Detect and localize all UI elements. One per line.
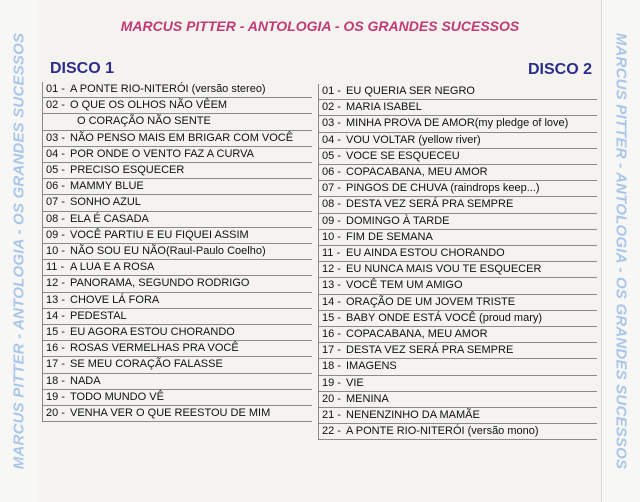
track-number: 08 -	[46, 212, 65, 225]
track-title: VOCÊ TEM UM AMIGO	[346, 279, 463, 292]
track-title: PEDESTAL	[70, 309, 127, 322]
track-row	[42, 276, 312, 292]
track-row	[318, 214, 597, 230]
track-title: DESTA VEZ SERÁ PRA SEMPRE	[346, 198, 514, 211]
track-number: 03 -	[322, 117, 341, 130]
track-row	[318, 278, 597, 294]
track-row	[318, 133, 597, 149]
track-number: 02 -	[46, 99, 65, 112]
track-number: 20 -	[46, 407, 65, 420]
track-number: 09 -	[46, 228, 65, 241]
track-row	[42, 114, 312, 130]
track-title: POR ONDE O VENTO FAZ A CURVA	[70, 147, 254, 160]
track-title: VOCE SE ESQUECEU	[346, 149, 460, 162]
track-number: 14 -	[322, 295, 341, 308]
track-number: 07 -	[46, 196, 65, 209]
track-title: A PONTE RIO-NITERÓI (versão mono)	[346, 425, 539, 438]
track-number: 09 -	[322, 214, 341, 227]
track-row	[42, 82, 312, 98]
track-title: SONHO AZUL	[70, 196, 141, 209]
track-row	[42, 147, 312, 163]
track-title: NÃO SOU EU NÃO(Raul-Paulo Coelho)	[70, 245, 266, 258]
track-row	[42, 293, 312, 309]
track-number: 04 -	[46, 147, 65, 160]
track-title: CHOVE LÁ FORA	[70, 293, 160, 306]
track-title: EU AINDA ESTOU CHORANDO	[346, 247, 505, 260]
track-number: 17 -	[46, 358, 65, 371]
track-number: 20 -	[322, 392, 341, 405]
track-title: O CORAÇÃO NÃO SENTE	[77, 115, 211, 128]
track-row	[318, 343, 597, 359]
left-spine-text: MARCUS PITTER - ANTOLOGIA - OS GRANDES SUCESSOS	[10, 32, 28, 470]
track-title: ROSAS VERMELHAS PRA VOCÊ	[70, 342, 239, 355]
track-title: SE MEU CORAÇÃO FALASSE	[70, 358, 223, 371]
album-title: MARCUS PITTER - ANTOLOGIA - OS GRANDES SUCESSOS	[120, 18, 520, 34]
track-title: IMAGENS	[346, 360, 397, 373]
track-row	[318, 230, 597, 246]
track-row	[318, 311, 597, 327]
track-row	[318, 262, 597, 278]
track-number: 12 -	[322, 263, 341, 276]
track-title: PINGOS DE CHUVA (raindrops keep...)	[346, 182, 540, 195]
track-title: PANORAMA, SEGUNDO RODRIGO	[70, 277, 250, 290]
track-row	[318, 100, 597, 116]
track-number: 22 -	[322, 425, 341, 438]
right-spine-text: MARCUS PITTER - ANTOLOGIA - OS GRANDES SUCESSOS	[612, 32, 630, 470]
track-title: EU QUERIA SER NEGRO	[346, 85, 475, 97]
track-row	[42, 228, 312, 244]
track-title: BABY ONDE ESTÁ VOCÊ (proud mary)	[346, 311, 543, 324]
track-title: EU AGORA ESTOU CHORANDO	[70, 326, 235, 339]
track-number: 18 -	[46, 374, 65, 387]
track-title: TODO MUNDO VÊ	[70, 390, 164, 403]
track-title: VOCÊ PARTIU E EU FIQUEI ASSIM	[70, 228, 249, 241]
track-title: O QUE OS OLHOS NÃO VÊEM	[70, 99, 228, 112]
track-number: 19 -	[322, 376, 341, 389]
track-number: 13 -	[46, 293, 65, 306]
track-number: 18 -	[322, 360, 341, 373]
track-row	[42, 163, 312, 179]
track-row	[42, 244, 312, 260]
track-number: 07 -	[322, 182, 341, 195]
track-title: A PONTE RIO-NITERÓI (versão stereo)	[70, 83, 266, 95]
track-title: MARIA ISABEL	[346, 101, 422, 114]
track-number: 15 -	[46, 326, 65, 339]
track-title: NÃO PENSO MAIS EM BRIGAR COM VOCÊ	[70, 131, 294, 144]
track-number: 21 -	[322, 409, 341, 422]
track-row	[318, 376, 597, 392]
track-number: 19 -	[46, 390, 65, 403]
disco-2-tracklist	[318, 84, 597, 440]
track-row	[318, 197, 597, 213]
track-number: 03 -	[46, 131, 65, 144]
track-number: 15 -	[322, 311, 341, 324]
back-cover-panel	[38, 0, 602, 502]
track-title: MENINA	[346, 392, 389, 405]
track-row	[42, 325, 312, 341]
track-row	[42, 390, 312, 406]
track-row	[42, 374, 312, 390]
track-title: EU NUNCA MAIS VOU TE ESQUECER	[346, 263, 542, 276]
track-number: 01 -	[322, 85, 341, 97]
track-number: 02 -	[322, 101, 341, 114]
track-title: MAMMY BLUE	[70, 180, 144, 193]
track-row	[42, 260, 312, 276]
track-number: 17 -	[322, 344, 341, 357]
disco-1-label: DISCO 1	[50, 60, 115, 77]
track-row	[318, 181, 597, 197]
track-row	[318, 84, 597, 100]
track-title: COPACABANA, MEU AMOR	[346, 166, 488, 179]
track-title: COPACABANA, MEU AMOR	[346, 328, 488, 341]
track-number: 14 -	[46, 309, 65, 322]
track-row	[42, 357, 312, 373]
right-spine	[601, 0, 640, 502]
track-row	[318, 295, 597, 311]
track-number: 13 -	[322, 279, 341, 292]
track-number: 04 -	[322, 133, 341, 146]
track-title: NADA	[70, 374, 101, 387]
disco-1-tracklist	[42, 82, 312, 422]
track-row	[42, 179, 312, 195]
track-title: DOMINGO À TARDE	[346, 214, 450, 227]
track-row	[318, 327, 597, 343]
track-number: 05 -	[46, 164, 65, 177]
track-number: 08 -	[322, 198, 341, 211]
track-title: PRECISO ESQUECER	[70, 164, 185, 177]
disco-2-label: DISCO 2	[527, 61, 592, 78]
left-spine	[0, 0, 39, 502]
track-number: 11 -	[46, 261, 65, 274]
track-number: 12 -	[46, 277, 65, 290]
track-row	[42, 341, 312, 357]
track-number: 06 -	[46, 180, 65, 193]
track-number: 10 -	[46, 245, 65, 258]
track-number: 16 -	[322, 328, 341, 341]
track-title: ORAÇÃO DE UM JOVEM TRISTE	[346, 295, 516, 308]
track-title: VENHA VER O QUE REESTOU DE MIM	[70, 407, 271, 420]
track-row	[42, 212, 312, 228]
track-row	[318, 149, 597, 165]
track-number: 05 -	[322, 149, 341, 162]
track-title: VIE	[346, 376, 364, 389]
track-row	[318, 116, 597, 132]
track-title: MINHA PROVA DE AMOR(my pledge of love)	[346, 117, 569, 130]
track-number: 01 -	[46, 83, 65, 95]
track-number: 11 -	[322, 247, 341, 260]
track-title: FIM DE SEMANA	[346, 230, 433, 243]
track-row	[318, 408, 597, 424]
track-title: VOU VOLTAR (yellow river)	[346, 133, 481, 146]
track-number: 10 -	[322, 230, 341, 243]
track-row	[42, 131, 312, 147]
track-row	[42, 406, 312, 422]
track-title: ELA É CASADA	[70, 212, 149, 225]
track-title: NENENZINHO DA MAMÃE	[346, 409, 480, 422]
track-row	[42, 98, 312, 114]
track-row	[318, 359, 597, 375]
track-number: 06 -	[322, 166, 341, 179]
track-row	[42, 309, 312, 325]
track-number: 16 -	[46, 342, 65, 355]
track-row	[318, 392, 597, 408]
track-title: A LUA E A ROSA	[70, 261, 155, 274]
track-row	[318, 165, 597, 181]
track-row	[42, 195, 312, 211]
track-row	[318, 246, 597, 262]
track-row	[318, 424, 597, 440]
track-title: DESTA VEZ SERÁ PRA SEMPRE	[346, 344, 514, 357]
